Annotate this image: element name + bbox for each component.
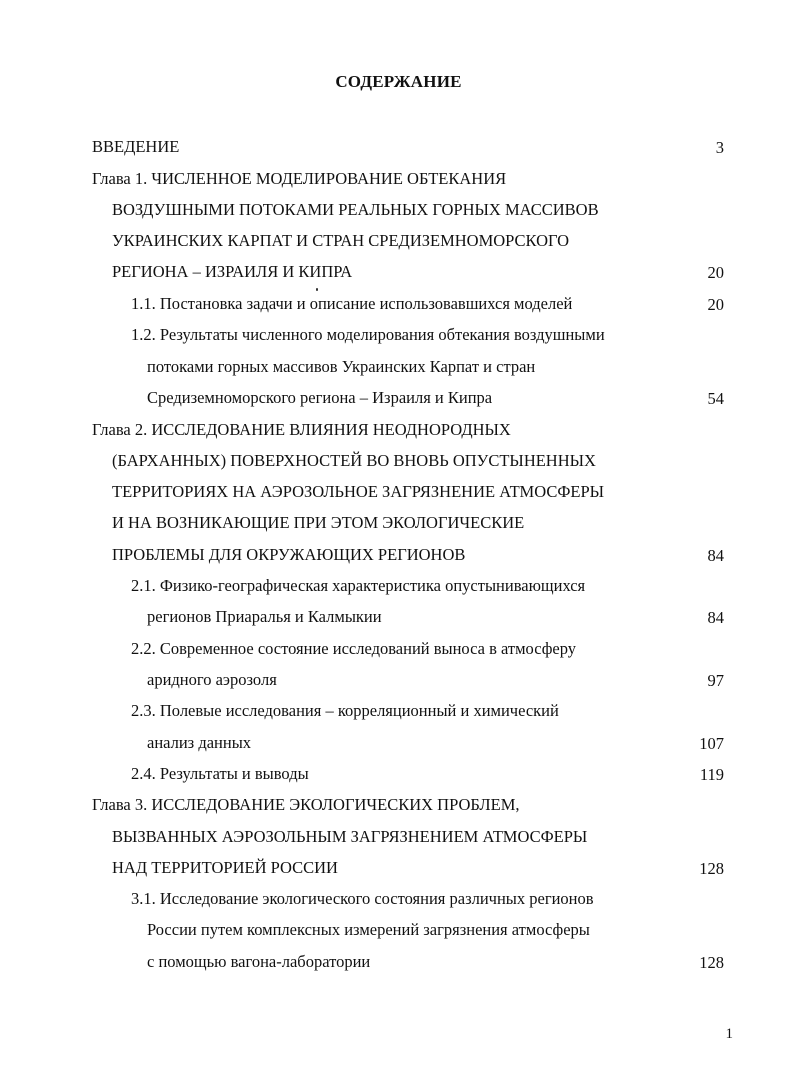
toc-s3-1-page: 128 [699, 953, 724, 972]
toc-ch3-line-3: НАД ТЕРРИТОРИЕЙ РОССИИ [112, 858, 338, 877]
toc-ch3-line-1: Глава 3. ИССЛЕДОВАНИЕ ЭКОЛОГИЧЕСКИХ ПРОБЛЕМ, [92, 795, 520, 814]
toc-ch2-page: 84 [707, 546, 724, 565]
toc-s1-2-line-2: потоками горных массивов Украинских Карпат и стран [147, 357, 536, 376]
toc-ch1-line-4: РЕГИОНА – ИЗРАИЛЯ И КИПРА [112, 262, 353, 281]
page-number: 1 [725, 1026, 733, 1042]
toc-s3-1-line-1: 3.1. Исследование экологического состояния различных регионов [131, 889, 594, 908]
toc-s1-1-line-1: 1.1. Постановка задачи и описание использовавшихся моделей [131, 294, 573, 313]
toc-s2-3-line-1: 2.3. Полевые исследования – корреляционный и химический [131, 701, 559, 720]
toc-ch2-line-3: ТЕРРИТОРИЯХ НА АЭРОЗОЛЬНОЕ ЗАГРЯЗНЕНИЕ АТМОСФЕРЫ [112, 482, 605, 501]
toc-s2-2-line-2: аридного аэрозоля [147, 670, 277, 689]
toc-ch1-line-3: УКРАИНСКИХ КАРПАТ И СТРАН СРЕДИЗЕМНОМОРСКОГО [112, 231, 570, 250]
toc-ch1-page: 20 [707, 263, 724, 282]
scan-speck [316, 288, 318, 291]
toc-s1-2-line-3: Средиземноморского региона – Израиля и Кипра [147, 388, 493, 407]
page-title: СОДЕРЖАНИЕ [335, 72, 462, 91]
toc-s2-1-line-1: 2.1. Физико-географическая характеристика опустынивающихся [131, 576, 586, 595]
toc-ch1-line-1: Глава 1. ЧИСЛЕННОЕ МОДЕЛИРОВАНИЕ ОБТЕКАНИЯ [92, 169, 507, 188]
toc-ch3-page: 128 [699, 859, 724, 878]
toc-s3-1-line-2: России путем комплексных измерений загрязнения атмосферы [147, 920, 590, 939]
toc-ch1-line-2: ВОЗДУШНЫМИ ПОТОКАМИ РЕАЛЬНЫХ ГОРНЫХ МАССИВОВ [112, 200, 599, 219]
toc-s2-3-page: 107 [699, 734, 724, 753]
toc-s1-1-page: 20 [707, 295, 724, 314]
toc-s2-4-line-1: 2.4. Результаты и выводы [131, 764, 309, 783]
toc-s2-2-page: 97 [707, 671, 724, 690]
toc-s1-2-line-1: 1.2. Результаты численного моделирования обтекания воздушными [131, 325, 605, 344]
toc-ch2-line-4: И НА ВОЗНИКАЮЩИЕ ПРИ ЭТОМ ЭКОЛОГИЧЕСКИЕ [112, 513, 525, 532]
toc-s2-4-page: 119 [699, 765, 724, 784]
toc-s2-3-line-2: анализ данных [147, 733, 252, 752]
toc-ch3-line-2: ВЫЗВАННЫХ АЭРОЗОЛЬНЫМ ЗАГРЯЗНЕНИЕМ АТМОСФЕРЫ [112, 827, 588, 846]
toc-ch2-line-2: (БАРХАННЫХ) ПОВЕРХНОСТЕЙ ВО ВНОВЬ ОПУСТЫНЕННЫХ [112, 451, 596, 470]
toc-s1-2-page: 54 [707, 389, 724, 408]
toc-intro-title: ВВЕДЕНИЕ [92, 137, 180, 156]
toc-ch2-line-1: Глава 2. ИССЛЕДОВАНИЕ ВЛИЯНИЯ НЕОДНОРОДНЫХ [92, 420, 511, 439]
toc-s3-1-line-3: с помощью вагона-лаборатории [147, 952, 371, 971]
toc-ch2-line-5: ПРОБЛЕМЫ ДЛЯ ОКРУЖАЮЩИХ РЕГИОНОВ [112, 545, 466, 564]
toc-s2-1-line-2: регионов Приаралья и Калмыкии [147, 607, 382, 626]
toc-s2-1-page: 84 [707, 608, 724, 627]
toc-s2-2-line-1: 2.2. Современное состояние исследований выноса в атмосферу [131, 639, 577, 658]
toc-intro-page: 3 [715, 138, 724, 157]
